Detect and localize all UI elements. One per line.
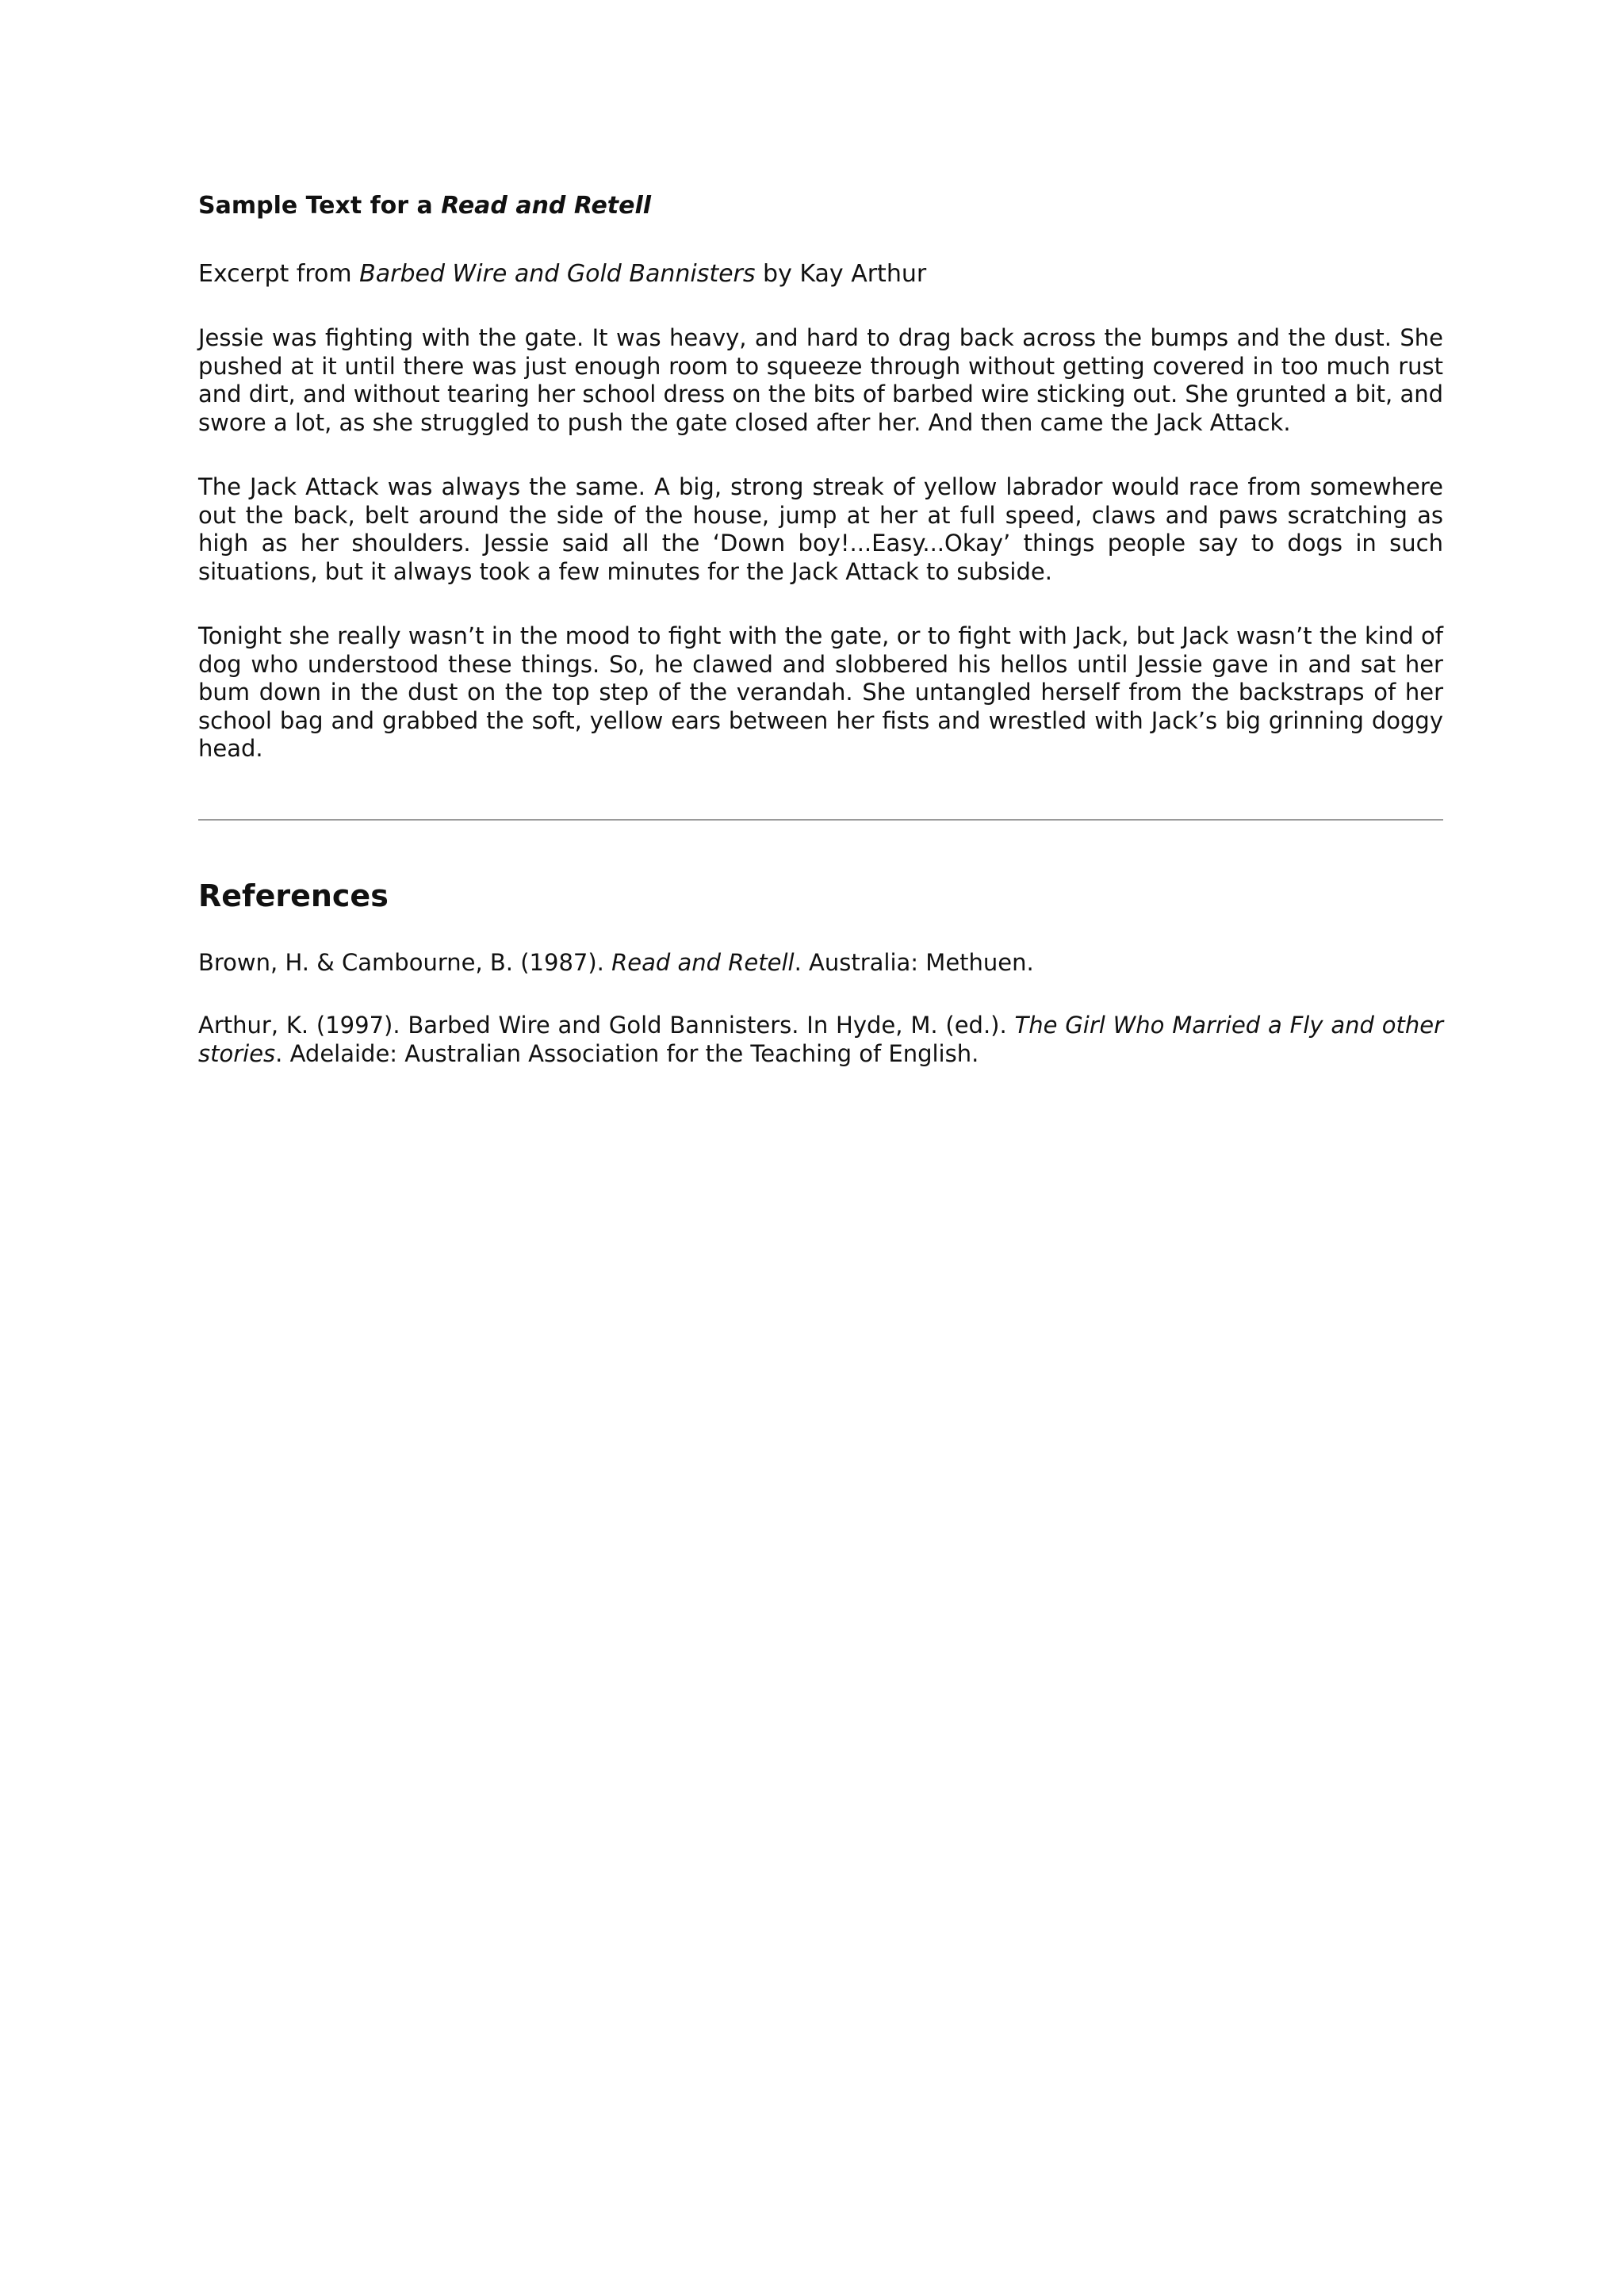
excerpt-book-title: Barbed Wire and Gold Bannisters: [359, 260, 756, 288]
excerpt-author: by Kay Arthur: [755, 260, 927, 288]
sample-heading-title: Read and Retell: [441, 192, 652, 220]
excerpt-prefix: Excerpt from: [198, 260, 360, 288]
reference-item-2: [198, 1012, 1443, 1068]
reference-2-suffix: . Adelaide: Australian Association for the Teaching of English.: [275, 1039, 979, 1067]
document-page: [198, 190, 1443, 1068]
reference-1-title: Read and Retell: [611, 948, 795, 976]
story-paragraph-2: The Jack Attack was always the same. A big, strong streak of yellow labrador would race from somewhere out the back, belt around the side of the house, jump at her at full speed, claws and paws scratching as high as her shoulders. Jessie said all the ‘Down boy!...Easy...Okay’ things people say to dogs in such situations, but it always took a few minutes for the Jack Attack to subside.: [198, 473, 1443, 585]
sample-heading-prefix: Sample Text for a: [198, 192, 442, 220]
reference-1-prefix: Brown, H. & Cambourne, B. (1987).: [198, 948, 612, 976]
reference-2-prefix: Arthur, K. (1997). Barbed Wire and Gold Bannisters. In Hyde, M. (ed.).: [198, 1012, 1015, 1039]
reference-2-title: The Girl Who Married a Fly and other stories: [198, 1012, 1443, 1067]
excerpt-line: [198, 258, 1443, 290]
section-divider: [198, 819, 1443, 821]
references-heading: References: [198, 878, 389, 913]
reference-1-suffix: . Australia: Methuen.: [794, 948, 1034, 976]
story-paragraph-1: Jessie was fighting with the gate. It was heavy, and hard to drag back across the bumps and the dust. She pushed at it until there was just enough room to squeeze through without getting covered in too much rust and dirt, and without tearing her school dress on the bits of barbed wire sticking out. She grunted a bit, and swore a lot, as she struggled to push the gate closed after her. And then came the Jack Attack.: [198, 324, 1443, 436]
sample-heading: [198, 190, 1443, 222]
story-paragraph-3: Tonight she really wasn’t in the mood to fight with the gate, or to fight with Jack, but Jack wasn’t the kind of dog who understood these things. So, he clawed and slobbered his hellos until Jessie gave in and sat her bum down in the dust on the top step of the verandah. She untangled herself from the backstraps of her school bag and grabbed the soft, yellow ears between her fists and wrestled with Jack’s big grinning doggy head.: [198, 622, 1443, 762]
reference-item-1: [198, 949, 1443, 978]
